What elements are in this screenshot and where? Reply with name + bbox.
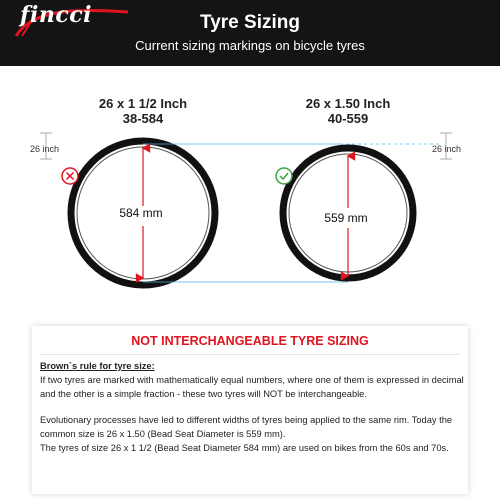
right-diameter-label: 559 mm: [324, 211, 368, 225]
right-tyre-size-etrto: 40-559: [327, 111, 369, 126]
rule-paragraph: If two tyres are marked with mathematically equal numbers, where one of them is expressed in decimal and the other is a simple fraction - these two tyres will NOT be interchangeable.: [40, 375, 464, 399]
brand-logo-text: fincci: [20, 2, 92, 28]
info-panel: [32, 326, 468, 494]
panel-title: NOT INTERCHANGEABLE TYRE SIZING: [131, 334, 369, 348]
left-tyre-size: [70, 96, 216, 126]
right-tyre-size: [280, 96, 416, 126]
check-icon: [276, 168, 292, 184]
panel-body: [40, 359, 464, 455]
page-subtitle: Current sizing markings on bicycle tyres: [135, 38, 365, 53]
left-tyre-size-inch: 26 x 1 1/2 Inch: [98, 96, 188, 111]
left-diameter-label: 584 mm: [119, 206, 163, 220]
left-tyre-size-etrto: 38-584: [122, 111, 164, 126]
rule-heading: Brown`s rule for tyre size:: [40, 361, 155, 371]
cross-icon: [62, 168, 78, 184]
right-side-label: 26 inch: [432, 144, 462, 154]
tyre-comparison-diagram: [0, 66, 500, 316]
legacy-paragraph: The tyres of size 26 x 1 1/2 (Bead Seat Diameter 584 mm) are used on bikes from the 60s and 70s.: [40, 443, 449, 453]
right-tyre-size-inch: 26 x 1.50 Inch: [305, 96, 391, 111]
page-title: Tyre Sizing: [200, 12, 300, 33]
left-side-label: 26 inch: [30, 144, 60, 154]
header-banner: [0, 0, 500, 66]
panel-divider: [40, 354, 460, 355]
evolution-paragraph: Evolutionary processes have led to different widths of tyres being applied to the same rim. Today the common size is 26 x 1.50 (Bead Seat Diameter is 559 mm).: [40, 415, 453, 439]
